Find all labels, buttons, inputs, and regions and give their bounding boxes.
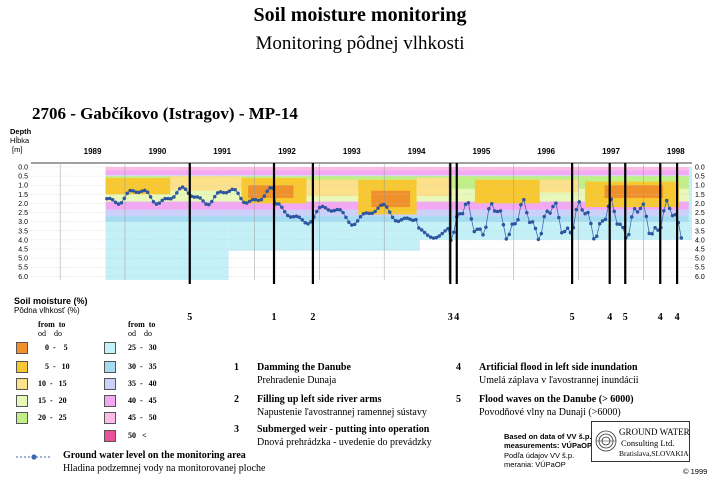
groundwater-point [516,218,519,221]
groundwater-point [216,191,219,194]
moisture-layer [106,171,689,176]
groundwater-point [548,211,551,214]
legend-fromto-en-1: from to [38,320,66,329]
groundwater-point [298,216,301,219]
groundwater-point [391,216,394,219]
groundwater-point [435,236,438,239]
event-legend-num-1: 1 [234,362,239,373]
year-label: 1991 [213,147,232,156]
groundwater-point [616,222,619,225]
groundwater-point [184,188,187,191]
groundwater-point [376,207,379,210]
groundwater-point [306,222,309,225]
event-number: 3 [447,312,453,323]
groundwater-point [423,231,426,234]
groundwater-point [385,205,388,208]
groundwater-point [123,197,126,200]
event-number: 4 [657,312,663,323]
groundwater-point [671,214,674,217]
groundwater-point [318,206,321,209]
legend-range-50-plus: 50 < [128,431,147,440]
groundwater-point [464,203,467,206]
year-label: 1990 [148,147,167,156]
groundwater-point [129,189,132,192]
moisture-layer [306,180,358,196]
event-legend-sub-2: Napustenie ľavostrannej ramennej sústavy [257,407,427,418]
groundwater-point [613,210,616,213]
groundwater-point [630,215,633,218]
groundwater-point [304,221,307,224]
depth-tick-right: 1.0 [695,182,705,190]
groundwater-point [111,198,114,201]
groundwater-point [105,197,108,200]
moisture-layer [229,251,692,280]
groundwater-point [333,209,336,212]
groundwater-point [484,226,487,229]
groundwater-point [586,211,589,214]
groundwater-point [543,215,546,218]
groundwater-point [242,201,245,204]
page-title: Soil moisture monitoring [253,4,467,26]
event-legend-title-2: Filling up left side river arms [257,394,382,405]
legend-swatch-5-10 [16,361,28,373]
depth-tick-right: 0.5 [695,173,705,181]
groundwater-point [601,219,604,222]
groundwater-point [534,227,537,230]
legend-swatch-10-15 [16,378,28,390]
event-legend-title-5: Flood waves on the Danube (> 6000) [479,394,634,405]
groundwater-point [470,217,473,220]
groundwater-point [382,203,385,206]
groundwater-point [359,215,362,218]
event-legend-title-4: Artificial flood in left side inundation [479,362,638,373]
groundwater-point [140,190,143,193]
groundwater-point [280,206,283,209]
year-label: 1992 [278,147,296,156]
credit-measurements-en: measurements: VÚPaOP [504,441,592,450]
event-legend-sub-4: Umelá záplava v ľavostrannej inundácii [479,375,639,386]
groundwater-point [531,220,534,223]
depth-tick-right: 3.0 [695,219,705,227]
legend-title-en: Soil moisture (%) [14,296,88,306]
year-label: 1998 [666,147,685,156]
groundwater-point [239,197,242,200]
depth-tick-right: 2.5 [695,210,705,218]
year-label: 1996 [537,147,556,156]
groundwater-point [368,212,371,215]
groundwater-point [213,195,216,198]
depth-tick-left: 5.5 [18,264,28,272]
groundwater-point [604,218,607,221]
groundwater-point [505,237,508,240]
groundwater-point [537,238,540,241]
groundwater-point [397,220,400,223]
groundwater-point [336,208,339,211]
depth-tick-left: 1.5 [18,191,28,199]
groundwater-point [327,208,330,211]
groundwater-point [406,217,409,220]
groundwater-point [178,187,181,190]
groundwater-point [362,212,365,215]
moisture-layer [371,191,410,207]
groundwater-point [578,200,581,203]
groundwater-point [245,201,248,204]
depth-tick-left: 2.5 [18,210,28,218]
legend-swatch-35-40 [104,378,116,390]
groundwater-point [636,210,639,213]
groundwater-point [481,233,484,236]
copyright: © 1999 [683,467,708,476]
groundwater-point [175,191,178,194]
groundwater-point [409,218,412,221]
credit-based-en: Based on data of VV š.p. [504,432,592,441]
groundwater-point [563,230,566,233]
groundwater-point [248,200,251,203]
groundwater-point [645,215,648,218]
groundwater-point [108,197,111,200]
legend-range-5-10: 5 - 10 [45,362,70,371]
groundwater-point [207,203,210,206]
groundwater-point [665,199,668,202]
legend-swatch-20-25 [16,412,28,424]
groundwater-point [627,233,630,236]
groundwater-point [458,212,461,215]
depth-tick-left: 3.5 [18,228,28,236]
event-number: 4 [607,312,613,323]
event-legend-title-3: Submerged weir - putting into operation [257,424,430,435]
groundwater-point [257,199,260,202]
groundwater-point [546,210,549,213]
groundwater-point [228,190,231,193]
legend-swatch-15-20 [16,395,28,407]
groundwater-point [341,211,344,214]
groundwater-legend-marker [14,452,54,462]
groundwater-point [502,223,505,226]
station-title: 2706 - Gabčíkovo (Istragov) - MP-14 [32,104,298,123]
moisture-layer [605,185,663,198]
legend-range-15-20: 15 - 20 [38,396,67,405]
groundwater-point [289,215,292,218]
depth-tick-right: 2.0 [695,200,705,208]
groundwater-point [137,191,140,194]
legend-swatch-40-45 [104,395,116,407]
groundwater-point [379,204,382,207]
groundwater-point [490,202,493,205]
groundwater-point [266,190,269,193]
groundwater-point [581,208,584,211]
legend-range-40-45: 40 - 45 [128,396,157,405]
credit-based-sk: Podľa údajov VV š.p. [504,451,575,460]
groundwater-point [277,202,280,205]
groundwater-point [648,232,651,235]
groundwater-point [566,227,569,230]
depth-tick-left: 5.0 [18,255,28,263]
moisture-layer [475,180,540,204]
groundwater-point [403,217,406,220]
event-legend-num-3: 3 [234,424,239,435]
groundwater-point [400,218,403,221]
groundwater-point [551,205,554,208]
groundwater-point [595,235,598,238]
groundwater-point [365,211,368,214]
depth-tick-right: 1.5 [695,191,705,199]
groundwater-point [513,222,516,225]
groundwater-point [452,231,455,234]
depth-tick-right: 3.5 [695,228,705,236]
groundwater-point [467,201,470,204]
legend-groundwater-en: Ground water level on the monitoring area [63,450,246,461]
legend-range-35-40: 35 - 40 [128,379,157,388]
groundwater-point [143,189,146,192]
groundwater-point [339,208,342,211]
groundwater-point [429,236,432,239]
groundwater-point [642,203,645,206]
groundwater-point [254,198,257,201]
depth-tick-left: 0.5 [18,173,28,181]
depth-tick-right: 4.0 [695,237,705,245]
groundwater-point [152,200,155,203]
company-name-3: Bratislava,SLOVAKIA [619,449,689,458]
depth-tick-left: 4.0 [18,237,28,245]
groundwater-point [388,210,391,213]
event-legend-sub-3: Dnová prehrádzka - uvedenie do prevádzky [257,437,432,448]
groundwater-point [181,186,184,189]
groundwater-point [438,234,441,237]
groundwater-point [592,237,595,240]
legend-swatch-45-50 [104,412,116,424]
groundwater-point [441,232,444,235]
groundwater-point [557,216,560,219]
groundwater-point [117,203,120,206]
year-label: 1993 [342,147,361,156]
depth-tick-left: 3.0 [18,219,28,227]
groundwater-point [321,205,324,208]
groundwater-point [158,202,161,205]
groundwater-point [161,199,164,202]
groundwater-point [476,228,479,231]
groundwater-point [653,226,656,229]
depth-tick-right: 5.5 [695,264,705,272]
groundwater-point [446,227,449,230]
groundwater-point [172,195,175,198]
legend-range-10-15: 10 - 15 [38,379,67,388]
legend-fromto-sk-2: od do [128,329,152,338]
year-label: 1994 [407,147,426,156]
groundwater-point [149,195,152,198]
groundwater-point [417,226,420,229]
depth-unit: [m] [12,145,23,154]
groundwater-point [374,210,377,213]
groundwater-point [519,203,522,206]
legend-swatch-0-5 [16,342,28,354]
groundwater-point [131,189,134,192]
groundwater-point [414,218,417,221]
groundwater-point [443,229,446,232]
depth-tick-left: 0.0 [18,164,28,172]
groundwater-point [639,207,642,210]
groundwater-point [680,236,683,239]
event-number: 4 [674,312,680,323]
groundwater-point [662,209,665,212]
groundwater-point [347,221,350,224]
credit-measurements-sk: merania: VÚPaOP [504,460,566,469]
groundwater-point [222,191,225,194]
event-legend-title-1: Damming the Danube [257,362,351,373]
groundwater-point [560,231,563,234]
event-number: 5 [187,312,193,323]
groundwater-point [478,228,481,231]
groundwater-point [525,211,528,214]
groundwater-point [344,216,347,219]
groundwater-point [575,208,578,211]
moisture-layer [417,178,453,196]
groundwater-point [598,222,601,225]
event-legend-sub-1: Prehradenie Dunaja [257,375,337,386]
legend-range-30-35: 30 - 35 [128,362,157,371]
groundwater-point [134,191,137,194]
event-legend-num-4: 4 [456,362,461,373]
legend-title-sk: Pôdna vlhkosť (%) [14,306,80,315]
groundwater-point [166,197,169,200]
event-legend-num-2: 2 [234,394,239,405]
groundwater-point [394,219,397,222]
event-number: 4 [454,312,460,323]
legend-groundwater-sk: Hladina podzemnej vody na monitorovanej ploche [63,463,266,474]
groundwater-point [114,201,117,204]
groundwater-point [251,198,254,201]
legend-range-20-25: 20 - 25 [38,413,67,422]
groundwater-point [292,215,295,218]
groundwater-point [193,195,196,198]
groundwater-point [461,212,464,215]
groundwater-point [522,198,525,201]
year-label: 1995 [472,147,491,156]
depth-label-en: Depth [10,127,32,136]
groundwater-point [164,197,167,200]
legend-fromto-en-2: from to [128,320,156,329]
depth-tick-left: 4.5 [18,246,28,254]
event-legend-sub-5: Povodňové vlny na Dunaji (>6000) [479,407,621,418]
groundwater-point [656,229,659,232]
groundwater-point [260,198,263,201]
groundwater-point [169,197,172,200]
groundwater-point [263,195,266,198]
groundwater-point [496,210,499,213]
groundwater-point [651,232,654,235]
groundwater-point [146,191,149,194]
groundwater-point [219,190,222,193]
event-legend-num-5: 5 [456,394,461,405]
legend-range-45-50: 45 - 50 [128,413,157,422]
groundwater-point [126,192,129,195]
groundwater-point [236,192,239,195]
groundwater-point [528,221,531,224]
groundwater-point [633,207,636,210]
depth-label-sk: Hĺbka [10,136,30,145]
groundwater-point [350,223,353,226]
groundwater-point [356,219,359,222]
groundwater-point [301,218,304,221]
groundwater-point [508,233,511,236]
groundwater-point [426,234,429,237]
groundwater-point [621,226,624,229]
groundwater-point [432,236,435,239]
event-number: 5 [622,312,628,323]
groundwater-point [231,188,234,191]
event-number: 5 [569,312,575,323]
groundwater-point [411,219,414,222]
groundwater-point [315,210,318,213]
groundwater-point [618,223,621,226]
groundwater-point [269,186,272,189]
groundwater-point [330,209,333,212]
groundwater-point [554,202,557,205]
groundwater-point [225,191,228,194]
groundwater-point [420,228,423,231]
groundwater-point [196,195,199,198]
groundwater-point [583,212,586,215]
groundwater-point [540,232,543,235]
legend-range-25-30: 25 - 30 [128,343,157,352]
depth-tick-right: 0.0 [695,164,705,172]
groundwater-point [371,212,374,215]
legend-range-0-5: 0 - 5 [45,343,68,352]
company-logo-icon [595,425,617,457]
groundwater-point [499,209,502,212]
moisture-layers [106,167,692,280]
groundwater-point [353,223,356,226]
company-name-2: Consulting Ltd. [621,438,675,448]
legend-swatch-25-30 [104,342,116,354]
legend-swatch-50-plus [104,430,116,442]
groundwater-point [295,215,298,218]
groundwater-point [201,199,204,202]
legend-fromto-sk-1: od do [38,329,62,338]
event-number: 1 [271,312,277,323]
groundwater-point [204,203,207,206]
groundwater-point [234,188,237,191]
event-number: 2 [310,312,316,323]
groundwater-point [493,209,496,212]
depth-tick-right: 5.0 [695,255,705,263]
company-name-1: GROUND WATER [619,427,690,437]
depth-tick-left: 2.0 [18,200,28,208]
page-subtitle: Monitoring pôdnej vlhkosti [255,33,465,54]
groundwater-point [120,201,123,204]
depth-tick-left: 1.0 [18,182,28,190]
groundwater-point [155,203,158,206]
groundwater-point [283,210,286,213]
year-label: 1997 [602,147,620,156]
groundwater-point [324,206,327,209]
groundwater-point [511,223,514,226]
depth-tick-right: 4.5 [695,246,705,254]
depth-tick-right: 6.0 [695,273,705,281]
depth-tick-left: 6.0 [18,273,28,281]
groundwater-point [589,222,592,225]
groundwater-point [473,230,476,233]
groundwater-point [668,207,671,210]
groundwater-point [199,196,202,199]
legend-swatch-30-35 [104,361,116,373]
groundwater-point [487,207,490,210]
groundwater-point [286,214,289,217]
year-label: 1989 [83,147,102,156]
groundwater-point [210,200,213,203]
